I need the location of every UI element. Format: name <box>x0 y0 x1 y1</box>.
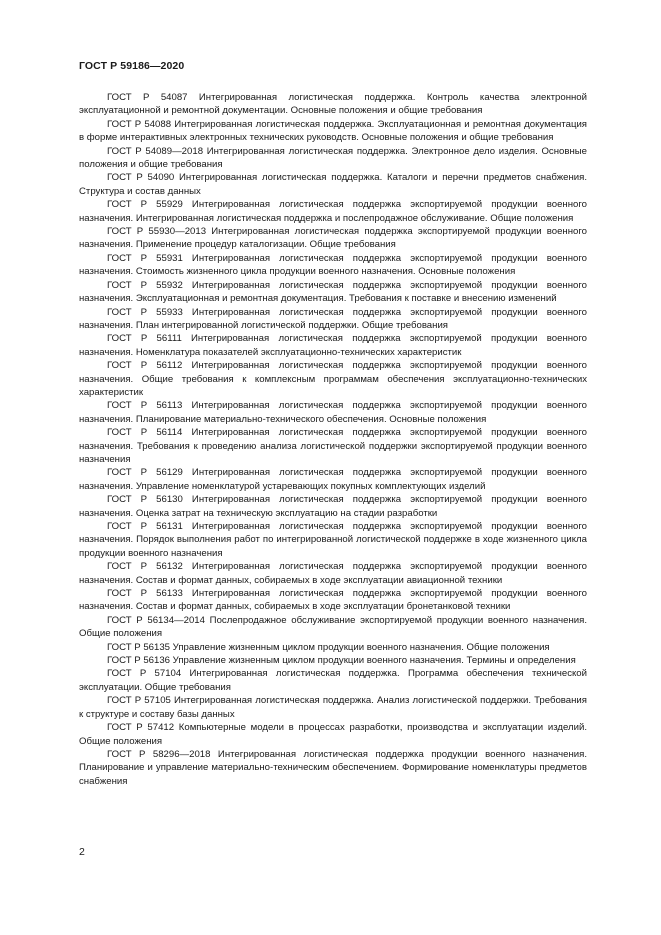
reference-entry: ГОСТ Р 54087 Интегрированная логистическая поддержка. Контроль качества электронной эксплуатационной и ремонтной документации. Основные положения и общие требования <box>79 92 587 117</box>
reference-entry: ГОСТ Р 56133 Интегрированная логистическая поддержка экспортируемой продукции военного назначения. Состав и формат данных, собираемых в ходе эксплуатации бронетанковой техники <box>79 588 587 613</box>
reference-entry: ГОСТ Р 56136 Управление жизненным циклом продукции военного назначения. Термины и определения <box>107 655 576 667</box>
reference-entry: ГОСТ Р 55933 Интегрированная логистическая поддержка экспортируемой продукции военного назначения. План интегрированной логистической поддержки. Общие требования <box>79 306 587 331</box>
reference-entry: ГОСТ Р 56113 Интегрированная логистическая поддержка экспортируемой продукции военного назначения. Планирование материально-технического обеспечения. Основные положения <box>79 400 587 425</box>
reference-entry: ГОСТ Р 55930—2013 Интегрированная логистическая поддержка экспортируемой продукции военного назначения. Применение процедур каталогизации. Общие требования <box>79 226 587 251</box>
reference-entry: ГОСТ Р 55929 Интегрированная логистическая поддержка экспортируемой продукции военного назначения. Интегрированная логистическая поддержка и послепродажное обслуживание. Общие положения <box>79 199 587 224</box>
reference-entry: ГОСТ Р 56134—2014 Послепродажное обслуживание экспортируемой продукции военного назначения. Общие положения <box>79 614 587 640</box>
page-number: 2 <box>79 846 85 858</box>
reference-entry: ГОСТ Р 56135 Управление жизненным циклом продукции военного назначения. Общие положения <box>107 641 550 653</box>
reference-entry: ГОСТ Р 57105 Интегрированная логистическая поддержка. Анализ логистической поддержки. Требования к структуре и составу базы данных <box>79 695 587 720</box>
reference-entry: ГОСТ Р 56131 Интегрированная логистическая поддержка экспортируемой продукции военного назначения. Порядок выполнения работ по интегрированной логистической поддержке в ходе жизненного цикла продукции военного назначения <box>79 521 587 559</box>
reference-entry: ГОСТ Р 58296—2018 Интегрированная логистическая поддержка продукции военного назначения. Планирование и управление материально-техническим обеспечением. Формирование номенклатуры предметов снабжения <box>79 748 587 787</box>
reference-list <box>79 91 587 788</box>
reference-entry: ГОСТ Р 54090 Интегрированная логистическая поддержка. Каталоги и перечни предметов снабжения. Структура и состав данных <box>79 172 587 197</box>
reference-entry: ГОСТ Р 54089—2018 Интегрированная логистическая поддержка. Электронное дело изделия. Основные положения и общие требования <box>79 145 587 171</box>
reference-entry: ГОСТ Р 57412 Компьютерные модели в процессах разработки, производства и эксплуатации изделий. Общие положения <box>79 722 587 747</box>
reference-entry: ГОСТ Р 54088 Интегрированная логистическая поддержка. Эксплуатационная и ремонтная документация в форме интерактивных электронных технических руководств. Основные положения и общие требования <box>79 118 587 144</box>
reference-entry: ГОСТ Р 56130 Интегрированная логистическая поддержка экспортируемой продукции военного назначения. Оценка затрат на техническую эксплуатацию на стадии разработки <box>79 494 587 519</box>
reference-entry: ГОСТ Р 56111 Интегрированная логистическая поддержка экспортируемой продукции военного назначения. Номенклатура показателей эксплуатационно-технических характеристик <box>79 333 587 358</box>
reference-entry: ГОСТ Р 56132 Интегрированная логистическая поддержка экспортируемой продукции военного назначения. Состав и формат данных, собираемых в ходе эксплуатации авиационной техники <box>79 561 587 586</box>
reference-entry: ГОСТ Р 56129 Интегрированная логистическая поддержка экспортируемой продукции военного назначения. Управление номенклатурой устаревающих покупных комплектующих изделий <box>79 467 587 492</box>
reference-entry: ГОСТ Р 57104 Интегрированная логистическая поддержка. Программа обеспечения технической эксплуатации. Общие требования <box>79 668 587 693</box>
reference-entry: ГОСТ Р 56114 Интегрированная логистическая поддержка экспортируемой продукции военного назначения. Требования к проведению анализа логистической поддержки экспортируемой продукции военного назначения <box>79 427 587 465</box>
reference-entry: ГОСТ Р 55932 Интегрированная логистическая поддержка экспортируемой продукции военного назначения. Эксплуатационная и ремонтная документация. Требования к поставке и внесению изменений <box>79 279 587 305</box>
reference-entry: ГОСТ Р 55931 Интегрированная логистическая поддержка экспортируемой продукции военного назначения. Стоимость жизненного цикла продукции военного назначения. Основные положения <box>79 252 587 278</box>
reference-entry: ГОСТ Р 56112 Интегрированная логистическая поддержка экспортируемой продукции военного назначения. Общие требования к комплексным программам обеспечения эксплуатационно-технических характеристик <box>79 360 587 398</box>
document-header: ГОСТ Р 59186—2020 <box>79 60 185 72</box>
